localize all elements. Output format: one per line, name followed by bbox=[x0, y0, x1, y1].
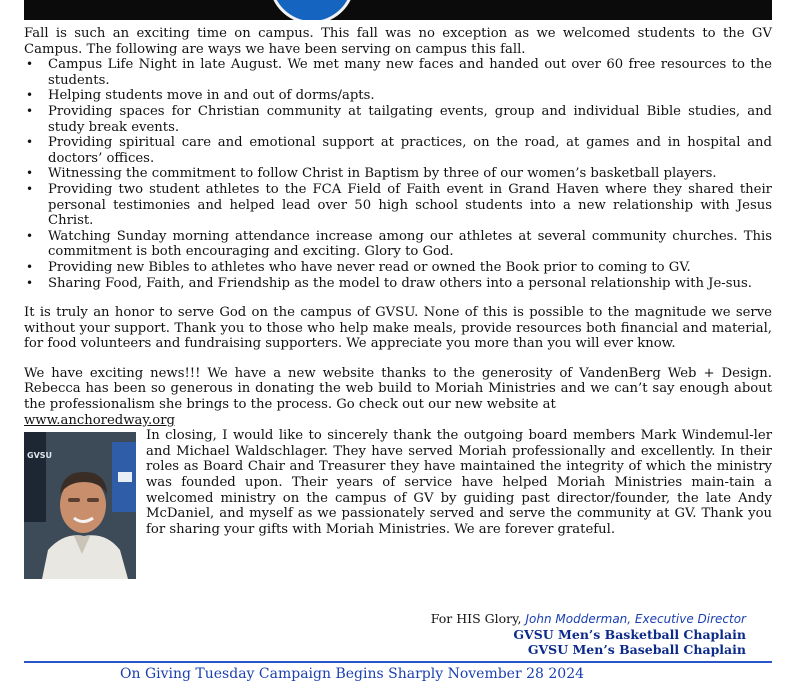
closing-paragraph: In closing, I would like to sincerely thank the outgoing board members Mark Windemul-ler and Michael Waldschlager. They have served Moriah professionally and excellently. In their roles as Board Chair and Treasurer they have maintained the integrity of which the ministry was founded upon. Their years of service have helped Moriah Ministries main-tain a welcomed ministry on the campus of GV by guiding past director/founder, the late Andy McDaniel, and myself as we passionately served and serve the community at GV. Thank you for sharing your gifts with Moriah Ministries. We are forever grateful. bbox=[146, 428, 772, 537]
signature-line bbox=[0, 611, 746, 627]
honor-paragraph: It is truly an honor to serve God on the campus of GVSU. None of this is possible to the magnitude we serve without your support. Thank you to those who help make meals, provide resources both financial and material, for food volunteers and fundraising supporters. We appreciate you more than you will ever know. bbox=[24, 305, 772, 352]
signature-name: John Modderman, Executive Director bbox=[525, 612, 746, 626]
bullet-icon: • bbox=[26, 259, 34, 274]
website-paragraph: We have exciting news!!! We have a new website thanks to the generosity of VandenBerg Web + Design. Rebecca has been so generous in donating the web build to Moriah Ministries and we can’t say enough about the professionalism she brings to the process. Go check out our new website at www.anchoredway.org bbox=[24, 365, 772, 428]
signature-prefix: For HIS Glory, bbox=[430, 611, 522, 626]
director-photo bbox=[24, 432, 136, 579]
activities-list bbox=[24, 57, 772, 291]
header-banner bbox=[24, 0, 772, 20]
list-item: • Providing spaces for Christian community at tailgating events, group and individual Bible studies, and study break events. bbox=[26, 103, 772, 135]
closing-section bbox=[24, 428, 772, 537]
ministry-logo bbox=[269, 0, 355, 20]
list-item: • Helping students move in and out of dorms/apts. bbox=[26, 88, 375, 104]
chaplain-title-basketball: GVSU Men’s Basketball Chaplain bbox=[513, 627, 746, 642]
list-item: • Sharing Food, Faith, and Friendship as the model to draw others into a personal relationship with Je-sus. bbox=[26, 275, 752, 291]
chaplain-title-baseball: GVSU Men’s Baseball Chaplain bbox=[527, 642, 746, 657]
website-link[interactable]: www.anchoredway.org bbox=[24, 412, 175, 428]
intro-paragraph: Fall is such an exciting time on campus. This fall was no exception as we welcomed students to the GV Campus. The following are ways we have been serving on campus this fall. bbox=[24, 26, 772, 57]
list-item: • Providing new Bibles to athletes who have never read or owned the Book prior to coming to GV. bbox=[26, 259, 691, 275]
footer-divider bbox=[24, 661, 772, 663]
bullet-icon: • bbox=[26, 88, 34, 103]
list-item: • Campus Life Night in late August. We met many new faces and handed out over 60 free resources to the students. bbox=[26, 57, 772, 88]
bullet-icon: • bbox=[26, 166, 34, 181]
newsletter-body bbox=[24, 26, 772, 537]
bullet-icon: • bbox=[26, 103, 34, 118]
footer-announcement: On Giving Tuesday Campaign Begins Sharply November 28 2024 bbox=[120, 666, 585, 682]
bullet-icon: • bbox=[26, 228, 34, 243]
list-item: • Providing spiritual care and emotional support at practices, on the road, at games and in hospital and doctors’ offices. bbox=[26, 135, 772, 166]
signature-block bbox=[0, 611, 746, 657]
bullet-icon: • bbox=[26, 135, 34, 150]
bullet-icon: • bbox=[26, 181, 34, 196]
list-item: • Watching Sunday morning attendance increase among our athletes at several community churches. This commitment is both encouraging and exciting. Glory to God. bbox=[26, 228, 772, 260]
list-item: • Providing two student athletes to the FCA Field of Faith event in Grand Haven where they shared their personal testimonies and helped lead over 50 high school students into a new relationship with Jesus Christ. bbox=[26, 181, 772, 229]
bullet-icon: • bbox=[26, 57, 34, 72]
list-item: • Witnessing the commitment to follow Christ in Baptism by three of our women’s basketball players. bbox=[26, 166, 717, 182]
bullet-icon: • bbox=[26, 275, 34, 290]
photo-jersey-label: GVSU bbox=[27, 451, 53, 461]
